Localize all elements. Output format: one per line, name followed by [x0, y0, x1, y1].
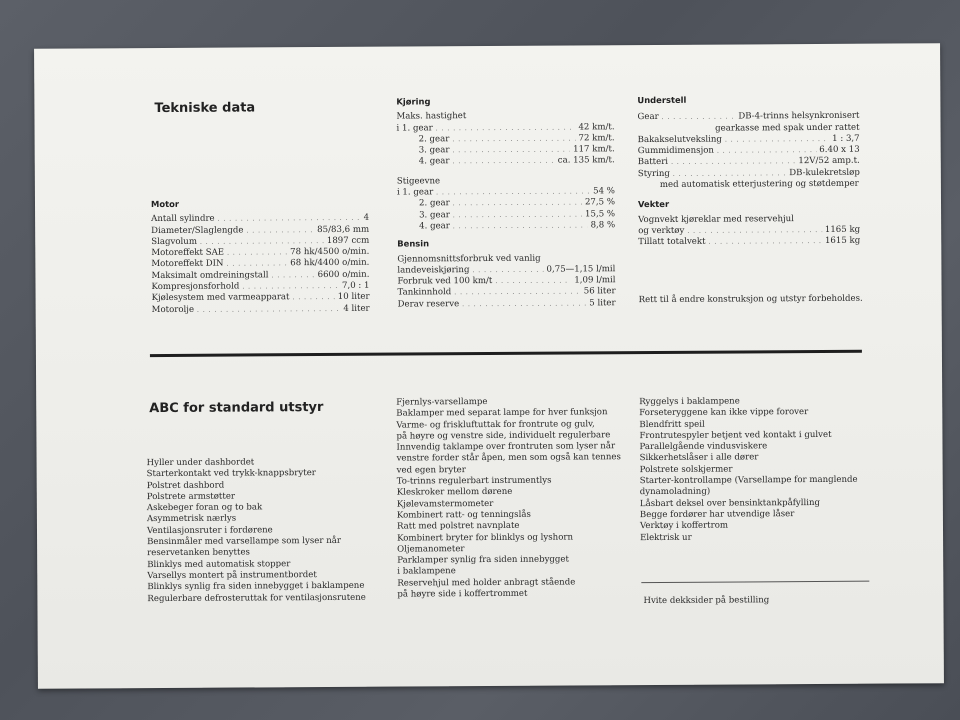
list-item: Askebeger foran og to bak — [146, 502, 263, 514]
spec-value: 5 liter — [589, 297, 616, 309]
list-item: på høyre og venstre side, individuelt regulerbare — [396, 430, 611, 442]
spec-value: 0,75—1,15 l/mil — [546, 264, 616, 275]
list-item: Regulerbare defrosteruttak for ventilasjonsrutene — [147, 592, 366, 604]
bensin-line1: Gjennomsnittsforbruk ved vanlig — [397, 253, 541, 265]
spec-label: i 1. gear — [396, 122, 433, 134]
list-item: Parklamper synlig fra siden innebygget — [397, 554, 569, 566]
spec-value: 27,5 % — [584, 197, 616, 208]
list-item: i baklampene — [397, 566, 456, 578]
leader-dots — [242, 281, 339, 293]
spec-value: 42 km/t. — [578, 121, 615, 133]
leader-dots — [673, 168, 786, 180]
list-item: Varsellys montert på instrumentbordet — [147, 570, 317, 582]
spec-value: 6600 o/min. — [317, 269, 370, 280]
spec-label: Gummidimensjon — [637, 145, 714, 157]
spec-value: 56 liter — [583, 286, 616, 297]
speed-rows — [397, 122, 615, 169]
list-item: Frontrutespyler betjent ved kontakt i gulvet — [639, 429, 832, 441]
leader-dots — [452, 145, 570, 157]
understell-rows — [638, 134, 860, 181]
list-item: Varme- og friskluftuttak for frontrute og gulv, — [396, 418, 595, 431]
spec-value: 1897 ccm — [326, 235, 370, 246]
list-item: Starter-kontrollampe (Varsellampe for manglende — [639, 474, 858, 487]
list-item: To-trinns regulerbart instrumentlys — [396, 475, 552, 487]
leader-dots — [271, 270, 314, 282]
list-item: Reservehjul med holder anbragt stående — [397, 577, 576, 589]
motor-section — [151, 198, 370, 316]
list-item: Elektrisk ur — [640, 532, 692, 543]
list-item: Ventilasjonsruter i fordørene — [146, 525, 273, 536]
spec-value: 1,09 l/mil — [574, 275, 616, 286]
list-item: Begge fordører har utvendige låser — [639, 509, 795, 521]
abc-title: ABC for standard utstyr — [149, 400, 324, 417]
spec-label: Kompresjonsforhold — [151, 281, 240, 293]
spec-value: 12V/52 amp.t. — [798, 156, 860, 167]
spec-value: 15,5 % — [584, 208, 616, 220]
list-item: Sikkerhetslåser i alle dører — [639, 452, 759, 464]
leader-dots — [671, 157, 795, 169]
list-item: Forseteryggene kan ikke vippe forover — [639, 407, 809, 419]
spec-value: 54 % — [593, 186, 615, 197]
spec-label: 2. gear — [418, 134, 450, 145]
spec-label: Slagvolum — [151, 236, 197, 247]
leader-dots — [452, 133, 575, 145]
spec-value: ca. 135 km/t. — [557, 155, 615, 167]
list-item: Polstrete solskjermer — [639, 464, 733, 475]
spec-value: 72 km/t. — [578, 133, 615, 144]
list-item: Parallelgående vindusviskere — [639, 441, 768, 453]
spec-label: Forbruk ved 100 km/t — [397, 276, 493, 287]
list-item: ved egen bryter — [396, 464, 466, 476]
leader-dots — [472, 265, 543, 277]
spec-label: Motorolje — [151, 304, 195, 315]
understell-heading: Understell — [637, 94, 687, 106]
list-item: Kjølevamstermometer — [396, 498, 494, 510]
spec-label: Motoreffekt DIN — [151, 259, 224, 270]
leader-dots — [453, 220, 588, 232]
spec-value: 4 liter — [343, 303, 370, 314]
spec-value: 117 km/t. — [573, 144, 615, 155]
spec-label: Diameter/Slaglengde — [151, 225, 244, 236]
leader-dots — [452, 156, 554, 168]
spec-sheet — [34, 43, 944, 689]
spec-label: 4. gear — [418, 156, 450, 167]
spec-label: Motoreffekt SAE — [151, 247, 225, 259]
list-item: Asymmetrisk nærlys — [146, 514, 237, 525]
gear-label: Gear — [637, 112, 659, 123]
list-item: på høyre side i koffertrommet — [397, 588, 528, 600]
spec-value: 4 — [363, 213, 370, 224]
list-item: Blendfritt speil — [639, 419, 705, 430]
kjoring-heading: Kjøring — [396, 96, 431, 107]
leader-dots — [227, 247, 287, 259]
climb-title: Stigeevne — [396, 176, 441, 187]
motor-heading: Motor — [150, 198, 180, 210]
spec-value: 68 hk/4400 o/min. — [290, 258, 370, 269]
spec-label: Tillatt totalvekt — [638, 236, 706, 248]
leader-dots — [453, 198, 582, 210]
list-item: Polstret dashbord — [146, 480, 225, 491]
list-item: dynamoladning) — [639, 487, 711, 498]
spec-value: DB-kulekretsløp — [789, 167, 860, 178]
leader-dots — [227, 259, 288, 271]
bensin-rows — [397, 264, 615, 311]
list-item: Blinklys synlig fra siden innebygget i baklampene — [147, 581, 365, 593]
leader-dots — [687, 225, 822, 237]
leader-dots — [453, 209, 582, 221]
understell-section — [637, 94, 863, 306]
spec-label: og verktøy — [638, 225, 685, 237]
kjoring-section — [396, 95, 615, 310]
spec-label: 4. gear — [419, 221, 450, 232]
list-item: Fjernlys-varsellampe — [396, 397, 488, 408]
spec-value: 10 liter — [337, 292, 370, 303]
spec-value: 85/83,6 mm — [317, 224, 370, 235]
vekter-heading: Vekter — [637, 199, 670, 210]
leader-dots — [197, 304, 340, 316]
list-item: venstre forder står åpen, men som også kan tennes — [396, 452, 621, 465]
spec-label: Bakakselutveksling — [637, 134, 722, 145]
spec-value: 1 : 3,7 — [832, 133, 860, 144]
spec-value: 8,8 % — [590, 220, 616, 231]
list-item: Låsbart deksel over bensinktankpåfylling — [639, 497, 821, 509]
spec-label: 3. gear — [419, 209, 450, 221]
styring-cont: med automatisk etterjustering og støtdemper — [659, 178, 859, 191]
spec-label: Maksimalt omdreiningstall — [151, 270, 269, 281]
spec-label: i 1. gear — [396, 187, 434, 198]
spec-label: 3. gear — [418, 145, 450, 156]
spec-value: 6.40 x 13 — [819, 144, 860, 156]
vekter-rows — [638, 225, 860, 249]
list-item: Kombinert bryter for blinklys og lyshorn — [397, 532, 574, 544]
motor-rows — [151, 213, 370, 316]
climb-rows — [397, 186, 615, 233]
list-item: Bensinmåler med varsellampe som lyser når — [147, 535, 341, 548]
list-item: Oljemanometer — [397, 544, 465, 555]
leader-dots — [454, 287, 581, 299]
leader-dots — [725, 134, 829, 146]
gear-value: DB-4-trinns helsynkronisert — [738, 111, 860, 122]
leader-dots — [200, 236, 324, 248]
leader-dots — [218, 213, 361, 225]
list-item: Kombinert ratt- og tenningslås — [396, 509, 531, 521]
list-item: Hyller under dashbordet — [146, 457, 255, 469]
leader-dots — [436, 186, 590, 198]
leader-dots — [436, 122, 576, 134]
abc-footer: Hvite dekksider på bestilling — [643, 595, 770, 607]
spec-value: 1165 kg — [824, 224, 861, 235]
leader-dots — [462, 298, 586, 310]
spec-row — [398, 298, 616, 311]
spec-row — [397, 186, 615, 199]
spec-label: Batteri — [637, 157, 669, 168]
list-item: Baklamper med separat lampe for hver funksjon — [396, 407, 608, 419]
section-divider — [150, 350, 862, 357]
spec-value: 7,0 : 1 — [341, 280, 370, 291]
leader-dots — [662, 112, 736, 124]
gear-value-cont: gearkasse med spak under rattet — [715, 122, 860, 134]
list-item: Innvendig taklampe over frontruten som lyser når — [396, 441, 616, 453]
gear-row — [637, 111, 859, 124]
abc-column-1 — [147, 457, 388, 605]
spec-row — [397, 156, 615, 169]
leader-dots — [495, 276, 571, 288]
spec-value: 78 hk/4500 o/min. — [290, 246, 370, 258]
list-item: Blinklys med automatisk stopper — [147, 558, 291, 570]
list-item: reservetanken benyttes — [147, 547, 250, 559]
leader-dots — [292, 292, 334, 304]
list-item: Verktøy i koffertrom — [639, 520, 729, 532]
signature-line — [641, 581, 869, 583]
spec-label: Derav reserve — [397, 298, 460, 310]
list-item: Kleskroker mellom dørene — [396, 487, 513, 498]
spec-label: Tankinnhold — [397, 287, 452, 299]
speed-title: Maks. hastighet — [396, 111, 467, 122]
spec-value: 1615 kg — [824, 235, 861, 247]
leader-dots — [709, 236, 822, 248]
list-item: Ryggelys i baklampene — [639, 396, 740, 408]
spec-row — [638, 236, 860, 249]
leader-dots — [246, 225, 314, 237]
change-notice: Rett til å endre konstruksjon og utstyr forbeholdes. — [638, 293, 863, 305]
abc-column-2 — [396, 396, 633, 601]
list-item: Ratt med polstret navnplate — [396, 521, 520, 532]
bensin-heading: Bensin — [397, 238, 430, 249]
spec-label: Styring — [637, 168, 670, 179]
spec-label: 2. gear — [418, 198, 450, 209]
abc-column-3 — [639, 396, 876, 544]
spec-row — [152, 303, 370, 316]
tech-title: Tekniske data — [154, 100, 256, 117]
spec-label: landeveiskjøring — [397, 264, 470, 276]
spec-label: Kjølesystem med varmeapparat — [151, 292, 290, 304]
list-item: Polstrete armstøtter — [146, 491, 236, 502]
spec-row — [397, 220, 615, 233]
list-item: Starterkontakt ved trykk-knappsbryter — [146, 468, 316, 480]
leader-dots — [717, 145, 816, 157]
spec-label: Antall sylindre — [151, 213, 215, 225]
vekter-line1: Vognvekt kjøreklar med reservehjul — [638, 213, 794, 225]
